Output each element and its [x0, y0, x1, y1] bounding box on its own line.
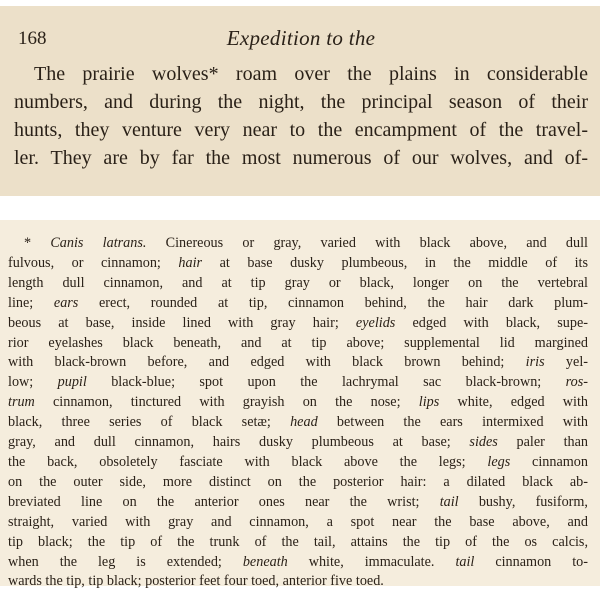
italic-term: pupil	[57, 374, 87, 391]
text-run: cinnamon	[510, 453, 588, 470]
text-run: between the ears intermixed with	[317, 414, 588, 431]
text-run: breviated line on the anterior ones near the wrist;	[8, 493, 440, 510]
text-run: gray, and dull cinnamon, hairs dusky plumbeous at base;	[8, 434, 470, 451]
text-run: Cinereous or gray, varied with black above, and dull	[146, 235, 588, 251]
text-run: black-blue; spot upon the lachrymal sac black-brown;	[86, 374, 566, 391]
body-text-line	[14, 60, 588, 88]
text-run: at base dusky plumbeous, in the middle of its	[202, 254, 588, 271]
footnote-line	[8, 433, 588, 453]
text-run: beous at base, inside lined with gray hair;	[8, 314, 356, 331]
text-run: wards the tip, tip black; posterior feet four toed, anterior five toed.	[8, 573, 384, 590]
italic-term: legs	[487, 453, 511, 470]
text-run: straight, varied with gray and cinnamon, a spot near the base above, and	[8, 513, 588, 530]
text-run: fulvous, or cinnamon;	[8, 254, 179, 271]
text-run: tip black; the tip of the trunk of the tail, attains the tip of the os calcis,	[8, 533, 588, 550]
text-run: when the leg is extended;	[8, 553, 243, 570]
footnote-line	[8, 393, 588, 413]
footnote-line	[8, 334, 588, 354]
text-run: length dull cinnamon, and at tip gray or black, longer on the vertebral	[8, 274, 588, 291]
text-run: white, edged with	[439, 394, 588, 411]
text-run: erect, rounded at tip, cinnamon behind, the hair dark plum-	[78, 294, 588, 311]
italic-term: head	[290, 414, 318, 431]
italic-term: eyelids	[355, 314, 396, 331]
body-text-line	[14, 116, 588, 144]
footnote-line	[8, 493, 588, 513]
text-run: paler than	[497, 434, 589, 451]
footnote-line	[8, 234, 588, 254]
text-run: rior eyelashes black beneath, and at tip above; supplemental lid margined	[8, 334, 588, 351]
footnote-line	[8, 572, 588, 592]
footnote-line	[8, 373, 588, 393]
footnote-line	[8, 254, 588, 274]
footnote-line	[8, 413, 588, 433]
footnote-line	[8, 314, 588, 334]
italic-term: beneath	[242, 553, 288, 570]
text-run: edged with black, supe-	[395, 314, 588, 331]
body-paragraph	[14, 60, 588, 172]
text-run: line;	[8, 294, 54, 311]
footnote-line	[8, 533, 588, 553]
text-run: low;	[8, 374, 58, 391]
text-run: cinnamon to-	[474, 553, 588, 570]
text-run: hunts, they venture very near to the encampment of the travel-	[14, 119, 588, 141]
body-text-line	[14, 144, 588, 172]
page-header	[14, 24, 588, 58]
text-run: bushy, fusiform,	[458, 493, 588, 510]
text-run: on the outer side, more distinct on the posterior hair: a dilated black ab-	[8, 473, 588, 490]
italic-term: hair	[178, 254, 203, 271]
footnote-line	[8, 553, 588, 573]
footnote-line	[8, 453, 588, 473]
page-number: 168	[18, 28, 47, 49]
text-run: yel-	[544, 354, 588, 371]
italic-term: lips	[418, 394, 440, 411]
footnote-line	[8, 513, 588, 533]
text-run: cinnamon, tinctured with grayish on the nose;	[34, 394, 419, 411]
footnote-paragraph	[8, 234, 588, 592]
body-text-line	[14, 88, 588, 116]
footnote-line	[8, 473, 588, 493]
italic-term: trum	[8, 394, 35, 411]
text-run: numbers, and during the night, the principal season of their	[14, 91, 588, 113]
italic-term: iris	[525, 354, 545, 371]
running-head: Expedition to the	[226, 26, 376, 50]
italic-term: ros-	[565, 374, 588, 391]
italic-term: tail	[439, 493, 459, 510]
footnote-line	[8, 353, 588, 373]
text-run: with black-brown before, and edged with black brown behind;	[8, 354, 526, 371]
text-run: the back, obsoletely fasciate with black above the legs;	[8, 453, 488, 470]
footnote-line	[8, 294, 588, 314]
footnote-line	[8, 274, 588, 294]
main-text-scan	[0, 6, 600, 196]
text-run: white, immaculate.	[287, 553, 456, 570]
text-run: black, three series of black setæ;	[8, 414, 291, 431]
text-run: The prairie wolves* roam over the plains in considerable	[34, 63, 588, 85]
text-run: ler. They are by far the most numerous of our wolves, and of-	[14, 147, 588, 169]
footnote-scan	[0, 220, 600, 590]
text-run: *	[24, 235, 51, 251]
italic-term: Canis latrans.	[50, 235, 147, 251]
italic-term: ears	[53, 294, 79, 311]
italic-term: tail	[455, 553, 475, 570]
italic-term: sides	[469, 434, 498, 451]
